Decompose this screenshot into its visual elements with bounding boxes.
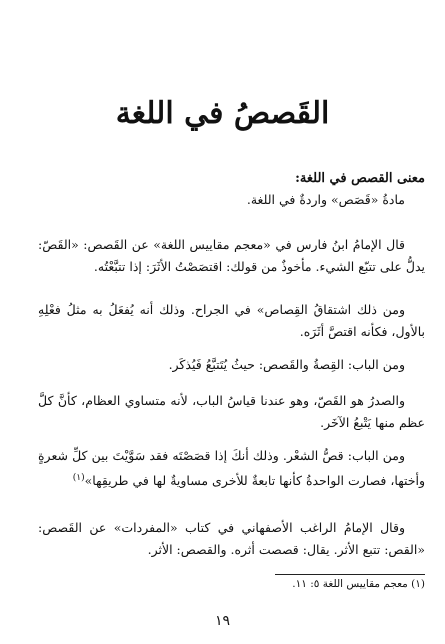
footnote-divider (275, 574, 425, 575)
paragraph-4 (38, 354, 425, 376)
paragraph-7 (38, 517, 425, 561)
paragraph-6 (38, 445, 425, 492)
paragraph-2 (38, 234, 425, 278)
paragraph-1 (38, 189, 425, 211)
chapter-title: القَصصُ في اللغة (115, 96, 330, 131)
paragraph-5-text: والصدرُ هو القَصّ، وهو عندنا قياسُ الباب، لأنه متساوي العظام، كأنَّ كلَّ عظم منها يَتْبعُ الآخَر. (38, 393, 425, 430)
page-number: ١٩ (214, 613, 231, 629)
paragraph-3 (38, 299, 425, 343)
paragraph-4-text: ومن الباب: القِصةُ والقَصص: حيثُ يُتَتبَّعُ فَيُذكَر. (168, 357, 405, 372)
paragraph-5 (38, 390, 425, 434)
footnote: (١) معجم مقاييس اللغة ٥: ١١. (292, 578, 425, 590)
paragraph-6-text: ومن الباب: قصُّ الشعْر. وذلك أنكَ إذا قصَصْتَه فقد سَوَّيْتَ بين كلِّ شعرةٍ وأختها، فصارت الواحدةُ كأنها تابعةٌ للأخرى مساويةٌ لها في طريقِها» (38, 448, 425, 489)
paragraph-1-text: مادةُ «قَصَص» واردةٌ في اللغة. (246, 192, 405, 207)
paragraph-3-text: ومن ذلك اشتقاقُ القِصاص» في الجراح. وذلك أنه يُفعَلُ به مثلُ فعْلِهِ بالأول، فكأنه اقتصَّ أثَرَه. (38, 302, 425, 339)
section-heading: معنى القصص في اللغة: (295, 171, 425, 186)
footnote-marker: (١) (72, 473, 85, 483)
paragraph-2-text: قال الإمامُ ابنُ فارس في «معجم مقاييس اللغة» عن القَصص: «القَصّ: يدلُّ على تتبّع الشيء. مأخوذٌ من قولك: اقتصَصْتُ الأثَرَ: إذا تتبَّعْتُه. (38, 237, 425, 274)
paragraph-7-text: وقال الإمامُ الراغب الأصفهاني في كتاب «المفردات» عن القَصص: «القص: تتبع الأثر. يقال: قصصت أثره. والقصص: الأثر. (38, 520, 425, 557)
